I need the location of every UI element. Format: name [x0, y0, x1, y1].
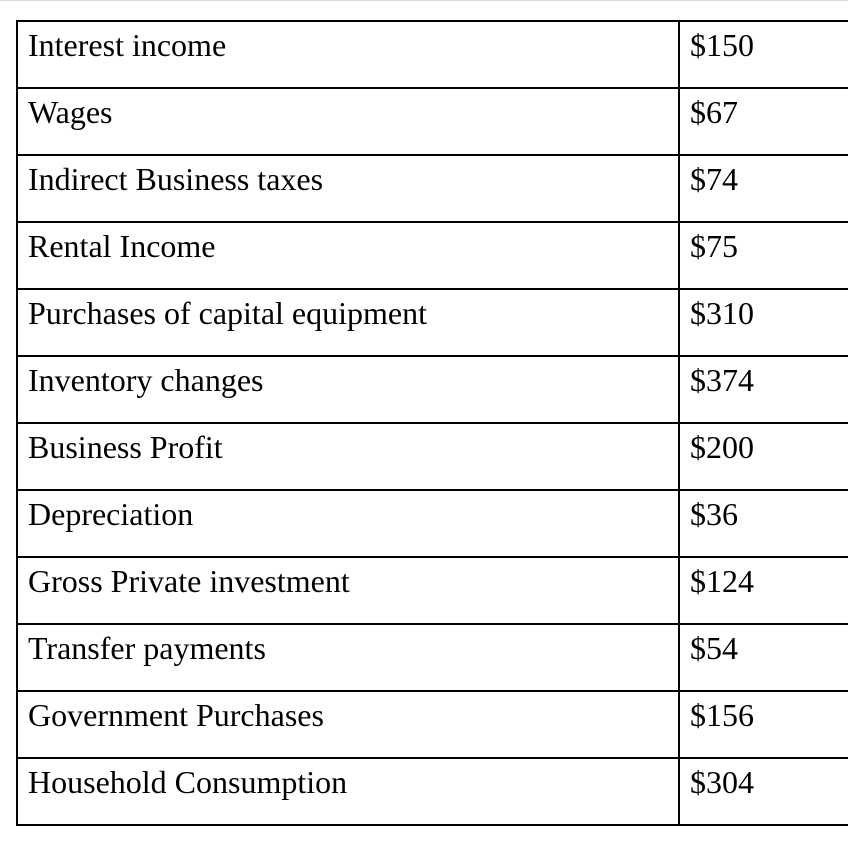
row-label: Inventory changes: [17, 356, 679, 423]
table-body: [17, 21, 848, 825]
row-value: $156: [679, 691, 848, 758]
top-divider: [0, 0, 848, 1]
row-value: $75: [679, 222, 848, 289]
row-value: $374: [679, 356, 848, 423]
economic-data-table: [16, 20, 848, 826]
table-row: [17, 88, 848, 155]
row-label: Depreciation: [17, 490, 679, 557]
row-value: $150: [679, 21, 848, 88]
row-value: $304: [679, 758, 848, 825]
row-value: $124: [679, 557, 848, 624]
table-row: [17, 356, 848, 423]
row-value: $67: [679, 88, 848, 155]
row-label: Indirect Business taxes: [17, 155, 679, 222]
row-label: Household Consumption: [17, 758, 679, 825]
row-label: Rental Income: [17, 222, 679, 289]
row-label: Interest income: [17, 21, 679, 88]
row-value: $200: [679, 423, 848, 490]
table-row: [17, 423, 848, 490]
table-row: [17, 222, 848, 289]
table-row: [17, 624, 848, 691]
table-row: [17, 490, 848, 557]
row-value: $54: [679, 624, 848, 691]
row-value: $74: [679, 155, 848, 222]
table-row: [17, 21, 848, 88]
table-row: [17, 557, 848, 624]
row-label: Business Profit: [17, 423, 679, 490]
row-label: Transfer payments: [17, 624, 679, 691]
row-value: $310: [679, 289, 848, 356]
table-row: [17, 691, 848, 758]
row-label: Gross Private investment: [17, 557, 679, 624]
table-row: [17, 155, 848, 222]
row-label: Government Purchases: [17, 691, 679, 758]
row-label: Purchases of capital equipment: [17, 289, 679, 356]
table-row: [17, 289, 848, 356]
row-value: $36: [679, 490, 848, 557]
table-row: [17, 758, 848, 825]
row-label: Wages: [17, 88, 679, 155]
